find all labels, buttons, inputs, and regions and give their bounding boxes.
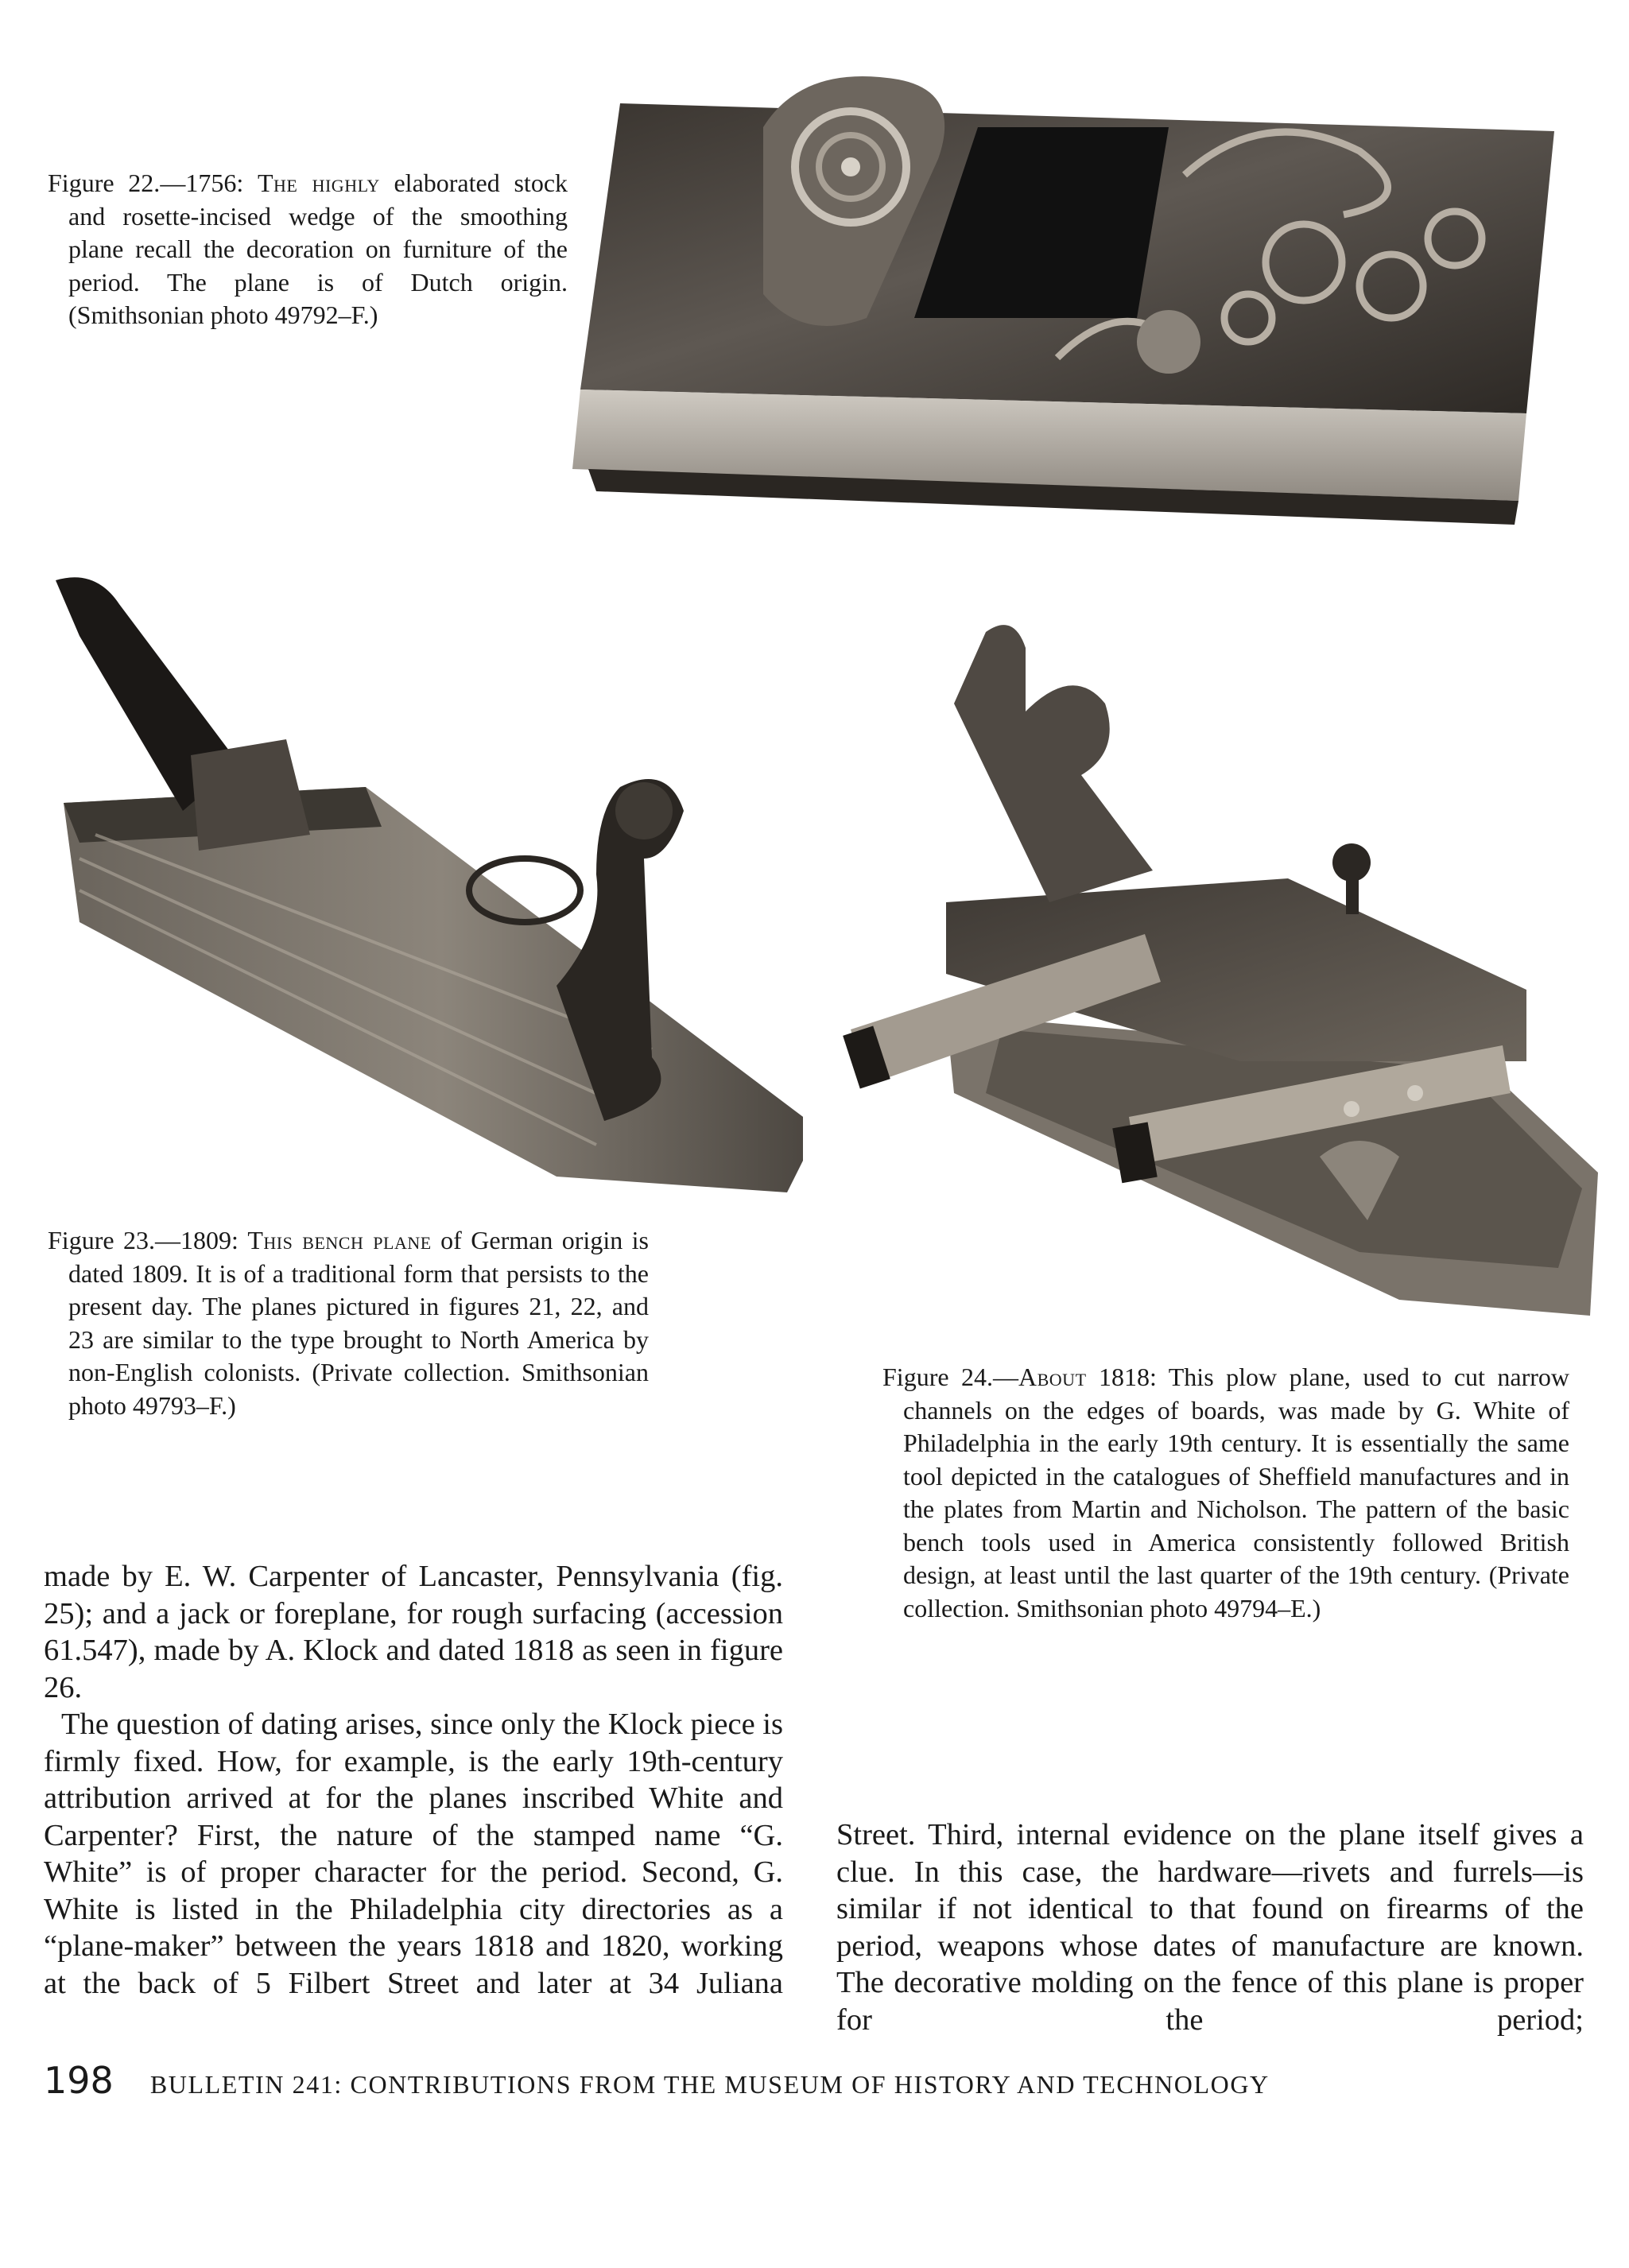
figure-date: —: [993, 1363, 1019, 1391]
figure-label: Figure 24.: [882, 1363, 994, 1391]
figure-22-photo: [564, 56, 1578, 525]
figure-date: —1809:: [155, 1226, 248, 1254]
caption-lead: This bench plane: [247, 1226, 432, 1254]
smoothing-plane-photo: [564, 56, 1578, 525]
body-paragraph: The question of dating arises, since only the Klock piece is firmly fixed. How, for example, is the early 19th-century attribution arrived at for the planes inscribed White and Carpenter? First, the nature of the stamped name “G. White” is of proper character for the period. Second, G. White is listed in the Philadelphia city directories as a “plane-maker” between the years 1818 and 1820, working at the back of 5 Filbert Street and later at 34 Juliana: [44, 1708, 783, 2000]
bench-plane-photo: [48, 572, 803, 1208]
body-paragraph: Street. Third, internal evidence on the plane itself gives a clue. In this case, the hardware—rivets and furrels—is similar if not identical to that found on firearms of the period, weapons whose dates of manufacture are known. The decorative molding on the fence of this plane is proper for the period;: [836, 1818, 1584, 2037]
figure-label: Figure 23.: [48, 1226, 155, 1254]
figure-23-caption: [48, 1224, 649, 1422]
figure-label: Figure 22.: [48, 169, 161, 197]
figure-24-caption: [882, 1361, 1569, 1625]
body-paragraph: made by E. W. Carpenter of Lancaster, Pennsylvania (fig. 25); and a jack or foreplane, for rough surfacing (accession 61.547), made by A. Klock and dated 1818 as seen in figure 26.: [44, 1560, 783, 1704]
figure-date: —1756:: [160, 169, 258, 197]
figure-22-caption: [48, 167, 568, 332]
page-number: 198: [44, 2059, 114, 2102]
figure-23-photo: [48, 572, 803, 1208]
body-column-left: [44, 1558, 783, 2002]
body-column-right: [836, 1816, 1584, 2038]
caption-text: elaborated stock and rosette-incised wedge of the smoothing plane recall the decoration on furniture of the period. The plane is of Dutch origin. (Smithsonian photo 49792–F.): [68, 169, 568, 329]
plow-plane-photo: [843, 616, 1602, 1324]
page-footer: [44, 2059, 1586, 2102]
caption-lead: The highly: [257, 169, 380, 197]
running-title: BULLETIN 241: CONTRIBUTIONS FROM THE MUSEUM OF HISTORY AND TECHNOLOGY: [149, 2070, 1270, 2099]
figure-24-photo: [843, 616, 1602, 1324]
caption-text: of German origin is dated 1809. It is of a traditional form that persists to the present day. The planes pictured in figures 21, 22, and 23 are similar to the type brought to North America by non-English colonists. (Private collection. Smithsonian photo 49793–F.): [68, 1226, 650, 1420]
caption-lead: About: [1018, 1363, 1087, 1391]
caption-text: 1818: This plow plane, used to cut narrow channels on the edges of boards, was made by G. White of Philadelphia in the early 19th century. It is essentially the same tool depicted in the catalogues of Sheffield manufactures and in the plates from Martin and Nicholson. The pattern of the basic bench tools used in America consistently followed British design, at least until the last quarter of the 19th century. (Private collection. Smithsonian photo 49794–E.): [903, 1363, 1570, 1622]
